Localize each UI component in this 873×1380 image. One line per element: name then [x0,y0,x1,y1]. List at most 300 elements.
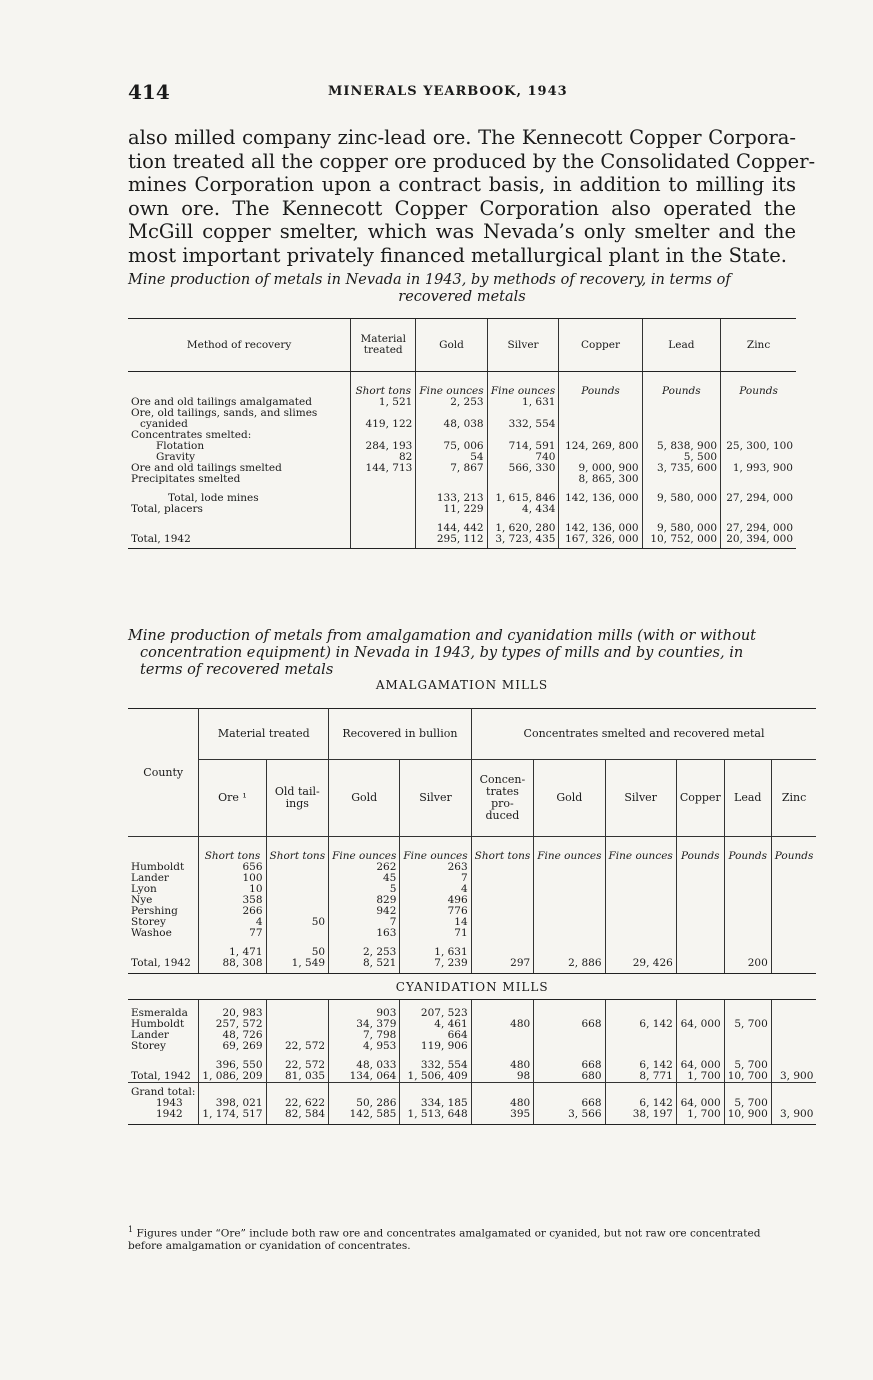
table-cell: 207, 523 [400,1000,471,1020]
table-cell [676,895,724,906]
table-cell [534,873,605,884]
column-header: Method of recovery [128,319,351,372]
row-label: Total, 1942 [128,534,351,549]
table-cell: 6, 142 [605,1019,676,1030]
table-cell: 829 [329,895,400,906]
unit-cell: Short tons [351,372,416,398]
table-cell [559,397,642,408]
table-cell [266,884,329,895]
table-cell: 10, 900 [724,1109,771,1125]
table-cell: 396, 550 [199,1060,266,1071]
table-cell: 100 [199,873,266,884]
unit-cell [128,372,351,398]
table-cell [266,928,329,939]
table-cell: 7, 239 [400,958,471,974]
table-cell [771,928,816,939]
table1-caption-line: recovered metals [398,289,526,305]
table-cell: 4 [199,917,266,928]
table-cell: 4, 461 [400,1019,471,1030]
column-header: Material treated [351,319,416,372]
row-label: Flotation [156,440,205,452]
table-cell: 45 [329,873,400,884]
table-cell [771,1041,816,1052]
amalgamation-section-title: AMALGAMATION MILLS [375,678,549,692]
column-header: Silver [487,319,559,372]
table-cell: 680 [534,1071,605,1083]
table-cell [416,474,487,485]
table-cell [471,862,534,873]
table-cell [724,906,771,917]
county-label: Esmeralda [131,1007,188,1019]
table-cell: 263 [400,862,471,873]
table-cell: 54 [416,452,487,463]
table-cell: 10, 700 [724,1071,771,1083]
table-cell: 167, 326, 000 [559,534,642,549]
unit-cell: Pounds [559,372,642,398]
table-cell [642,397,721,408]
table-cell [605,1041,676,1052]
row-label: Total, 1942 [128,958,199,974]
table-cell: 5, 838, 900 [642,441,721,452]
table-cell: 119, 906 [400,1041,471,1052]
table-cell: 4, 434 [487,504,559,515]
table-cell: 903 [329,1000,400,1020]
table-cell [534,906,605,917]
table-cell: 48, 726 [199,1030,266,1041]
table-row [128,474,796,485]
table-cell [642,419,721,430]
table-cell: 656 [199,862,266,873]
table-cell: 1, 506, 409 [400,1071,471,1083]
table-cell [534,1041,605,1052]
table-cell: 395 [471,1109,534,1125]
table-cell [676,1041,724,1052]
county-label: Lander [131,1029,169,1041]
table-cell: 2, 886 [534,958,605,974]
table-cell: 3, 735, 600 [642,463,721,474]
table-row [128,1041,816,1052]
row-label: Concentrates smelted: [131,429,252,441]
table-cell [559,408,642,419]
table1-caption-line: Mine production of metals in Nevada in 1943, by methods of recovery, in terms of [128,272,731,288]
units-row [128,837,816,863]
table-cell [676,947,724,958]
table-cell [676,873,724,884]
table-cell [724,1041,771,1052]
table-row [128,928,816,939]
table-cell: 3, 900 [771,1071,816,1083]
table-cell: 134, 064 [329,1071,400,1083]
table-cell: 262 [329,862,400,873]
table-cell [351,534,416,549]
column-header: Lead [642,319,721,372]
table-cell: 10, 752, 000 [642,534,721,549]
table-cell: 22, 572 [266,1060,329,1071]
table-cell [266,895,329,906]
table-row [128,884,816,895]
table-cell: 82 [351,452,416,463]
table-cell: 1, 549 [266,958,329,974]
row-label: 1943 [156,1097,183,1109]
table-cell [771,1030,816,1041]
table-cell: 358 [199,895,266,906]
page-header [128,80,796,104]
column-header: Concen-trates pro-duced [471,760,534,837]
table-cell: 1, 615, 846 [487,493,559,504]
table-cell [534,862,605,873]
table-cell [534,1030,605,1041]
section-row [128,974,816,1000]
column-header: Gold [534,760,605,837]
table-cell: 5, 700 [724,1098,771,1109]
mills-table [128,708,816,1125]
table-cell: 668 [534,1098,605,1109]
group-header: Concentrates smelted and recovered metal [471,709,816,760]
group-header: Recovered in bullion [329,709,472,760]
county-label: Humboldt [131,861,185,873]
table-cell: 9, 000, 900 [559,463,642,474]
table-cell: 1, 513, 648 [400,1109,471,1125]
table-cell [771,895,816,906]
total-row [128,534,796,549]
table-cell: 124, 269, 800 [559,441,642,452]
county-header: County [128,709,199,837]
table-cell: 50 [266,947,329,958]
table-cell [771,1019,816,1030]
table-cell: 266 [199,906,266,917]
table-cell [676,884,724,895]
intro-line: tion treated all the copper ore produced by the Consolidated Copper- [128,149,816,173]
table-cell: 64, 000 [676,1060,724,1071]
table-cell: 332, 554 [400,1060,471,1071]
table-cell [721,419,796,430]
table-cell: 7 [329,917,400,928]
row-label: Ore and old tailings smelted [131,462,282,474]
table-cell [724,884,771,895]
table-cell [471,906,534,917]
table-cell: 29, 426 [605,958,676,974]
table-cell [724,1030,771,1041]
table-cell [534,895,605,906]
table-cell: 1, 620, 280 [487,523,559,534]
table-cell [724,895,771,906]
county-label: Washoe [131,927,172,939]
table-cell [266,1000,329,1020]
table-cell [266,1019,329,1030]
table-cell: 20, 983 [199,1000,266,1020]
footnote-marker: 1 [128,1225,134,1234]
row-label: Gravity [156,451,196,463]
table-cell: 22, 572 [266,1041,329,1052]
table-cell: 9, 580, 000 [642,493,721,504]
table-cell: 942 [329,906,400,917]
row-label: Total, 1942 [131,1070,191,1082]
table2-caption-line: concentration equipment) in Nevada in 1943, by types of mills and by counties, in [140,645,744,661]
table-cell: 27, 294, 000 [721,523,796,534]
table-cell [771,958,816,974]
column-header: Old tail-ings [266,760,329,837]
table-cell: 297 [471,958,534,974]
table-cell [771,917,816,928]
table-cell: 144, 442 [416,523,487,534]
table-cell [534,1000,605,1020]
table-cell: 1, 631 [487,397,559,408]
table2-caption-line: terms of recovered metals [140,662,334,678]
intro-line: McGill copper smelter, which was Nevada’s only smelter and the [128,220,796,243]
unit-cell: Pounds [676,837,724,863]
table-cell [559,504,642,515]
table-cell: 142, 585 [329,1109,400,1125]
intro-line: most important privately financed metallurgical plant in the State. [128,243,788,267]
table-cell: 71 [400,928,471,939]
table-cell: 6, 142 [605,1098,676,1109]
table-cell [771,1000,816,1020]
table-cell: 1, 174, 517 [199,1109,266,1125]
table-cell: 64, 000 [676,1098,724,1109]
row-label: Total, lode mines [168,492,259,504]
table-cell: 1, 521 [351,397,416,408]
table-cell: 48, 033 [329,1060,400,1071]
table-cell [771,873,816,884]
table-cell: 81, 035 [266,1071,329,1083]
table-cell [721,504,796,515]
table-cell [605,873,676,884]
table-row [128,862,816,873]
unit-cell: Fine ounces [534,837,605,863]
table-cell: 48, 038 [416,419,487,430]
unit-cell: Fine ounces [487,372,559,398]
unit-cell: Short tons [199,837,266,863]
intro-paragraph [128,126,816,267]
table-cell: 75, 006 [416,441,487,452]
total-row [128,1071,816,1083]
table-cell [471,1000,534,1020]
cyanidation-section-title: CYANIDATION MILLS [128,974,816,1000]
table-cell: 334, 185 [400,1098,471,1109]
table-cell: 5, 700 [724,1060,771,1071]
table-cell: 664 [400,1030,471,1041]
table-cell: 163 [329,928,400,939]
table-cell: 668 [534,1019,605,1030]
table-cell: 1, 086, 209 [199,1071,266,1083]
table-cell: 284, 193 [351,441,416,452]
table-cell: 10 [199,884,266,895]
table-cell: 2, 253 [329,947,400,958]
table-cell: 480 [471,1060,534,1071]
unit-cell: Pounds [724,837,771,863]
table-row [128,906,816,917]
table-cell [721,408,796,419]
table-cell: 5 [329,884,400,895]
column-header: Zinc [771,760,816,837]
table-cell: 98 [471,1071,534,1083]
table-cell: 64, 000 [676,1019,724,1030]
recovery-methods-table [128,318,796,549]
row-label: Total, placers [131,503,203,515]
table-cell [471,1041,534,1052]
table-cell [642,504,721,515]
table-cell [605,906,676,917]
column-header: Copper [676,760,724,837]
row-label: Precipitates smelted [131,473,241,485]
table-cell [266,862,329,873]
table-cell: 34, 379 [329,1019,400,1030]
footnote-text: Figures under “Ore” include both raw ore and concentrates amalgamated or cyanided, but not raw ore concentrated before amalgamation or cyanidation of concentrates. [128,1227,761,1252]
table-cell: 38, 197 [605,1109,676,1125]
group-header-row [128,709,816,760]
table-cell [487,474,559,485]
total-row [128,504,796,515]
table-cell: 5, 700 [724,1019,771,1030]
table-cell [724,873,771,884]
table-cell [605,884,676,895]
column-header-row [128,760,816,837]
table-cell [471,873,534,884]
table-cell: 1, 993, 900 [721,463,796,474]
table-cell [676,906,724,917]
county-label: Lander [131,872,169,884]
unit-cell: Pounds [771,837,816,863]
table-cell [676,862,724,873]
table-cell: 1, 631 [400,947,471,958]
table-cell [605,1000,676,1020]
table-cell [676,1000,724,1020]
unit-cell: Fine ounces [416,372,487,398]
total-row [128,958,816,974]
table1-caption [128,272,796,306]
table-cell: 1, 700 [676,1109,724,1125]
table-cell: 25, 300, 100 [721,441,796,452]
table-cell: 776 [400,906,471,917]
table-cell [771,862,816,873]
table-cell [771,906,816,917]
unit-cell: Fine ounces [400,837,471,863]
county-label: Nye [131,894,153,906]
table-cell [559,419,642,430]
table-cell: 27, 294, 000 [721,493,796,504]
table-cell [605,862,676,873]
table-cell: 398, 021 [199,1098,266,1109]
table-cell: 668 [534,1060,605,1071]
table-cell: 142, 136, 000 [559,493,642,504]
footnote [128,1224,796,1252]
table-cell: 7, 867 [416,463,487,474]
units-row [128,372,796,398]
group-header: Material treated [199,709,329,760]
row-label: cyanided [140,418,188,430]
table-cell: 8, 771 [605,1071,676,1083]
table-header-row [128,319,796,372]
table-cell [676,928,724,939]
table-cell [351,493,416,504]
unit-cell: Fine ounces [329,837,400,863]
table-cell [351,504,416,515]
table-cell [471,917,534,928]
row-label: Ore, old tailings, sands, and slimes [131,407,318,419]
table-cell: 4 [400,884,471,895]
table-cell [534,917,605,928]
table-cell: 740 [487,452,559,463]
row-label: Grand total: [131,1086,196,1098]
intro-line: own ore. The Kennecott Copper Corporation also operated the [128,196,796,220]
column-header: Gold [329,760,400,837]
table-cell: 3, 900 [771,1109,816,1125]
table-cell: 3, 723, 435 [487,534,559,549]
table-cell: 22, 622 [266,1098,329,1109]
table-cell [771,947,816,958]
county-label: Storey [131,916,166,928]
table-cell: 9, 580, 000 [642,523,721,534]
table-cell [351,474,416,485]
table-cell: 6, 142 [605,1060,676,1071]
table-cell: 8, 521 [329,958,400,974]
county-label: Storey [131,1040,166,1052]
table-cell: 50 [266,917,329,928]
table-cell: 8, 865, 300 [559,474,642,485]
intro-line: also milled company zinc-lead ore. The Kennecott Copper Corpora- [128,126,796,149]
table-cell: 77 [199,928,266,939]
column-header: Copper [559,319,642,372]
table-cell [676,917,724,928]
table-cell [605,928,676,939]
table-cell [605,917,676,928]
table-cell [534,928,605,939]
unit-cell: Fine ounces [605,837,676,863]
table-cell: 257, 572 [199,1019,266,1030]
table-cell: 496 [400,895,471,906]
county-label: Humboldt [131,1018,185,1030]
table2-caption [128,628,796,679]
table-cell [642,408,721,419]
table-row [128,895,816,906]
table-cell: 5, 500 [642,452,721,463]
table-cell [534,884,605,895]
table-cell: 50, 286 [329,1098,400,1109]
table-cell [471,895,534,906]
table-cell [724,1000,771,1020]
table-cell: 7 [400,873,471,884]
column-header: Silver [605,760,676,837]
table-cell [605,1030,676,1041]
column-header: Ore ¹ [199,760,266,837]
table-cell: 419, 122 [351,419,416,430]
page-number: 414 [128,80,170,104]
table-row [128,917,816,928]
county-label: Lyon [131,883,157,895]
running-title: MINERALS YEARBOOK, 1943 [328,84,568,99]
table-cell: 480 [471,1019,534,1030]
table-cell: 11, 229 [416,504,487,515]
table-row [128,873,816,884]
table-cell [724,862,771,873]
table-cell [724,928,771,939]
table-cell: 1, 471 [199,947,266,958]
row-label: Ore and old tailings amalgamated [131,396,312,408]
table-row [128,1083,816,1099]
table-cell: 714, 591 [487,441,559,452]
table-cell [471,928,534,939]
table-cell [721,474,796,485]
table-cell: 332, 554 [487,419,559,430]
unit-cell: Short tons [266,837,329,863]
table-cell [642,474,721,485]
table-cell: 2, 253 [416,397,487,408]
table-cell [721,397,796,408]
table-cell: 133, 213 [416,493,487,504]
table-cell: 200 [724,958,771,974]
table-cell: 3, 566 [534,1109,605,1125]
table-cell [471,1030,534,1041]
